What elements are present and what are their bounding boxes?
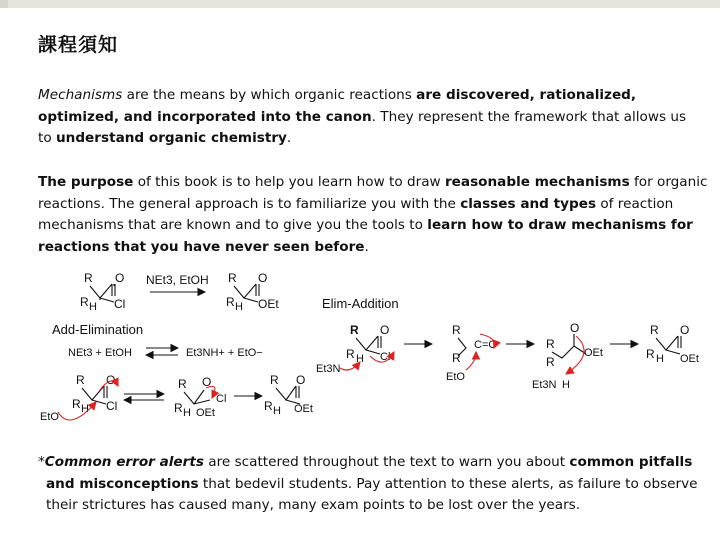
text-run: are scattered throughout the text to warn you about: [203, 454, 570, 470]
ammonium-label: Et3N: [532, 379, 557, 391]
ester-product-3: [646, 323, 699, 365]
ketene-intermediate: [446, 323, 497, 383]
h-label: H: [89, 301, 97, 313]
bold-phrase: are discovered, rationalized, optimized, and incorporated into the canon: [38, 87, 637, 125]
equilibrium-left: NEt3 + EtOH: [68, 347, 132, 359]
r-label: R: [546, 337, 555, 351]
o-label: O: [570, 321, 580, 335]
enolate-intermediate: [532, 321, 603, 391]
o-label: O: [106, 373, 116, 387]
bold-phrase: classes and types: [460, 195, 597, 212]
ethoxide-label: EtO: [40, 411, 59, 423]
oet-label: OEt: [196, 407, 215, 419]
r-label: R: [174, 401, 183, 415]
oet-label: OEt: [680, 353, 699, 365]
oet-label: OEt: [258, 297, 279, 311]
bold-phrase: understand organic chemistry: [55, 130, 287, 146]
oet-label: OEt: [294, 403, 313, 415]
ethoxide-label: EtO: [446, 371, 465, 383]
reagents-label: NEt3, EtOH: [146, 273, 209, 287]
elim-start: [316, 323, 394, 375]
term-mechanisms: Mechanisms: [38, 87, 123, 103]
o-label: O: [680, 323, 690, 337]
note-continuation: [38, 474, 714, 517]
text-run: that bedevil students. Pay attention to these alerts, as failure to observe their strictures has caused many, many exam points to be lost over the years.: [46, 475, 698, 513]
h-label: H: [562, 379, 570, 391]
text-run: of this book is to help you learn how to draw: [133, 174, 445, 190]
text-run: for organic reactions. The general approach is to familiarize you with the: [38, 174, 708, 212]
bold-phrase: learn how to draw mechanisms for reactions that you have never seen before: [38, 217, 693, 255]
text-run: .: [364, 238, 369, 255]
cl-label: Cl: [380, 351, 391, 363]
h-label: H: [273, 405, 281, 417]
top-bar-accent: [0, 0, 8, 8]
o-label: O: [296, 373, 306, 387]
r-label: R: [84, 271, 93, 285]
r-label: R: [546, 355, 555, 369]
add-elim-start: [40, 373, 118, 423]
asterisk: *: [38, 454, 45, 470]
cl-label: Cl: [114, 297, 126, 311]
ketene-label: C=O: [474, 339, 497, 351]
elim-addition-label: Elim-Addition: [322, 296, 399, 311]
o-label: O: [380, 323, 390, 337]
ester-product: [226, 271, 279, 313]
text-run: are the means by which organic reactions: [122, 87, 417, 103]
r-label: R: [270, 373, 279, 387]
add-elimination-label: Add-Elimination: [52, 322, 144, 337]
r-label: R: [452, 351, 461, 365]
r-label: R: [646, 347, 655, 361]
cl-label: Cl: [106, 399, 118, 413]
h-label: H: [656, 353, 664, 365]
h-label: H: [183, 407, 191, 419]
h-label: H: [81, 403, 89, 415]
bold-phrase: and misconceptions: [46, 475, 199, 492]
r-label: R: [72, 397, 81, 411]
reaction-scheme: [0, 262, 720, 442]
r-label: R: [452, 323, 461, 337]
r-label: R: [76, 373, 85, 387]
r-label: R: [350, 323, 359, 337]
r-label: R: [80, 295, 89, 309]
text-run: . They represent the framework that allows us to: [38, 108, 687, 146]
intro-paragraph: [38, 85, 702, 150]
note-first-line: [38, 452, 714, 474]
h-label: H: [235, 301, 243, 313]
error-alert-note: [38, 452, 714, 517]
r-label: R: [264, 399, 273, 413]
top-decorative-bar: [0, 0, 720, 8]
r-label: R: [228, 271, 237, 285]
bold-phrase: The purpose: [38, 174, 134, 190]
h-label: H: [356, 353, 364, 365]
purpose-paragraph: [38, 172, 708, 258]
r-label: R: [650, 323, 659, 337]
equilibrium-right: Et3NH+ + EtO−: [186, 347, 263, 359]
bold-phrase: reasonable mechanisms: [444, 174, 630, 190]
oet-label: OEt: [584, 347, 603, 359]
term-common-error-alerts: Common error alerts: [44, 454, 204, 470]
o-label: O: [258, 271, 268, 285]
cl-label: Cl: [216, 393, 227, 405]
bold-phrase: common pitfalls: [569, 454, 693, 470]
r-label: R: [178, 377, 187, 391]
ester-product-2: [264, 373, 313, 417]
o-label: O: [115, 271, 125, 285]
text-run: of reaction mechanisms that are known and to give you the tools to: [38, 195, 674, 233]
r-label: R: [346, 347, 355, 361]
text-run: .: [286, 130, 292, 146]
r-label: R: [226, 295, 235, 309]
tetrahedral-intermediate: [174, 375, 226, 419]
acyl-chloride-reactant: [80, 271, 125, 313]
page-title: 課程須知: [38, 34, 119, 56]
o-label: O: [202, 375, 212, 389]
amine-label: Et3N: [316, 363, 341, 375]
